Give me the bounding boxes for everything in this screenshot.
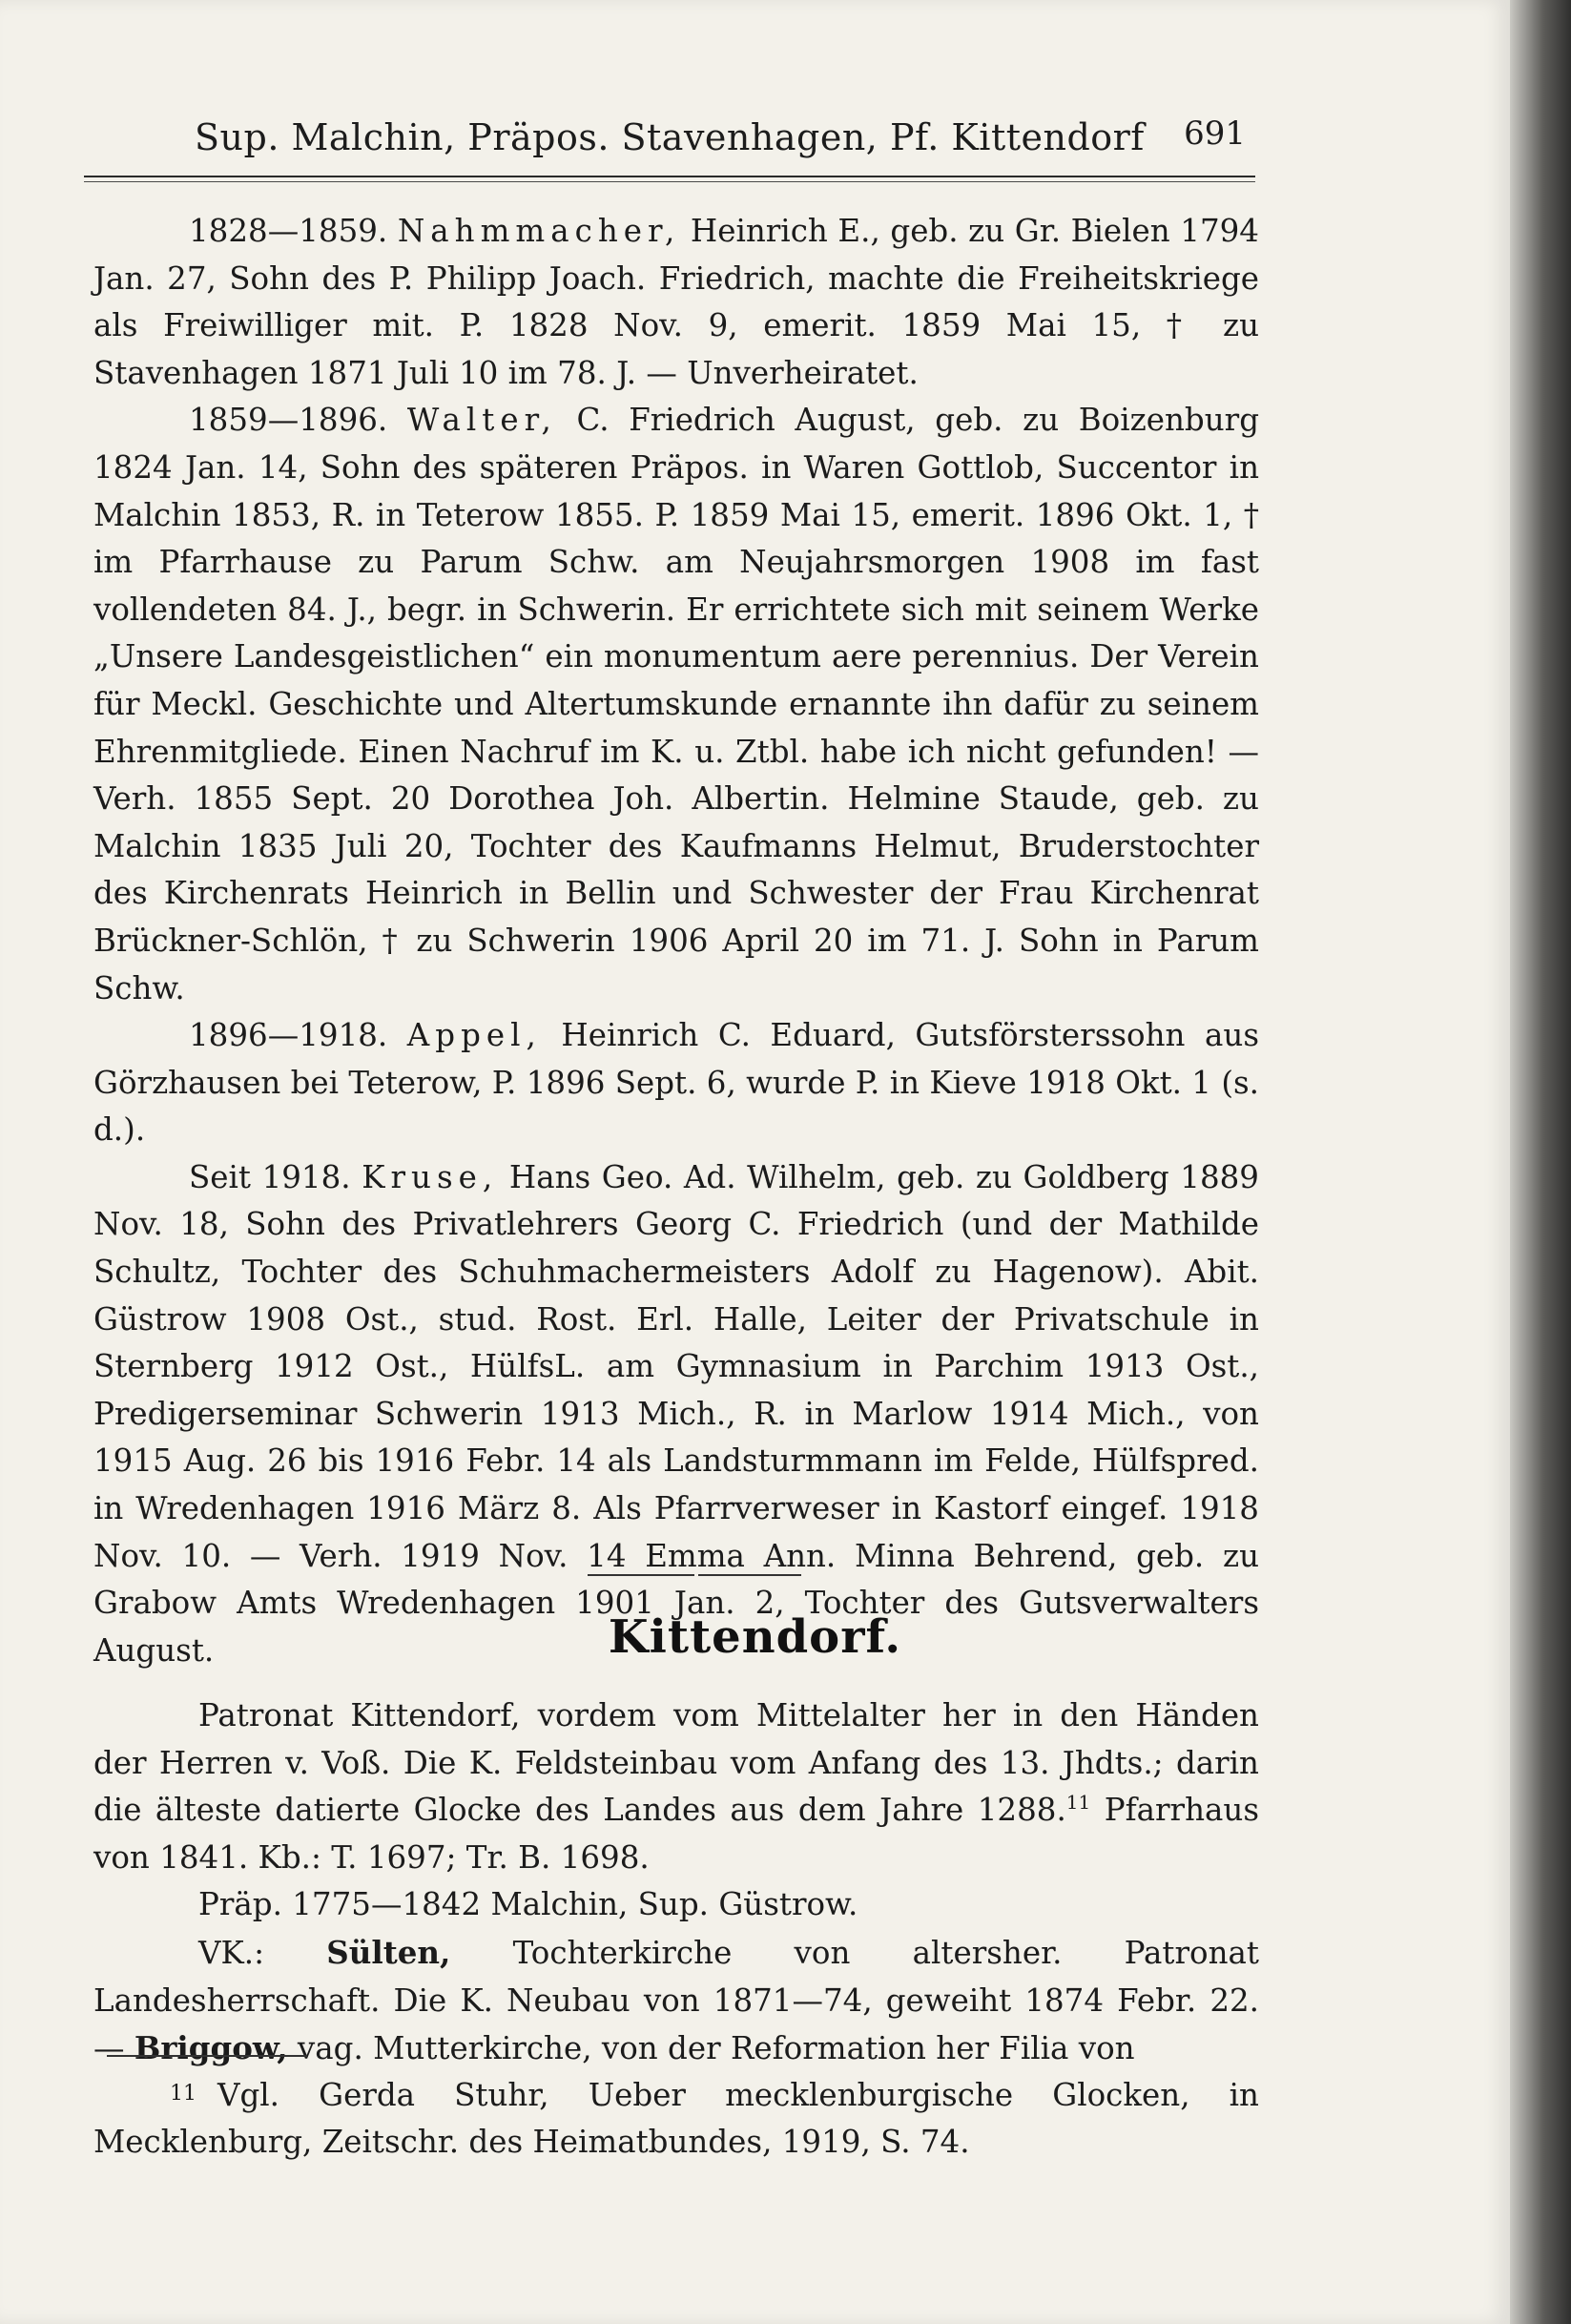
footnote-mark: 11: [170, 2082, 196, 2106]
suelten-text: Tochterkirche von altersher. Patronat Landesherrschaft. Die K. Neubau von 1871—74, geweiht 1874 Febr. 22. —: [93, 1934, 1259, 2067]
praepositur-paragraph: Präp. 1775—1842 Malchin, Sup. Güstrow.: [198, 1886, 858, 1923]
entry-name: Kruse,: [362, 1158, 499, 1195]
pastor-list: [93, 208, 1259, 1674]
entry-years: Seit 1918.: [189, 1158, 351, 1195]
page-number: 691: [1184, 114, 1246, 153]
footnote-text: Vgl. Gerda Stuhr, Ueber mecklenburgische Glocken, in Mecklenburg, Zeitschr. des Heimatbundes, 1919, S. 74.: [93, 2077, 1259, 2160]
footnote: [93, 2070, 1259, 2166]
book-spine: [1510, 0, 1571, 2324]
pfarrhaus-text: Pfarrhaus von 1841. Kb.: T. 1697; Tr. B. 1698.: [93, 1792, 1259, 1876]
running-head: Sup. Malchin, Präpos. Stavenhagen, Pf. Kittendorf: [195, 116, 1145, 158]
section-body: [93, 1692, 1259, 2073]
footnote-paragraph: [93, 2070, 1259, 2166]
entry-name: Appel,: [406, 1017, 542, 1054]
entry-name: Walter,: [406, 402, 557, 439]
entry-name: Nahmmacher,: [397, 213, 681, 249]
section-divider-left: [588, 1574, 694, 1576]
entry-text: Hans Geo. Ad. Wilhelm, geb. zu Goldberg 1889 Nov. 18, Sohn des Privatlehrers Georg C. Friedrich (und der Mathilde Schultz, Tochter des Schuhmachermeisters Adolf zu Hagenow). Abit. Güstrow 1908 Ost., stud. Rost. Erl. Halle, Leiter der Privatschule in Sternberg 1912 Ost., HülfsL. am Gymnasium in Parchim 1913 Ost., Predigerseminar Schwerin 1913 Mich., R. in Marlow 1914 Mich., von 1915 Aug. 26 bis 1916 Febr. 14 als Landsturmmann im Felde, Hülfspred. in Wredenhagen 1916 März 8. Als Pfarrverweser in Kastorf eingef. 1918 Nov. 10. — Verh. 1919 Nov. 14 Emma Ann. Minna Behrend, geb. zu Grabow Amts Wredenhagen 1901 Jan. 2, Tochter des Gutsverwalters August.: [93, 1158, 1259, 1669]
entry-years: 1859—1896.: [189, 402, 388, 439]
place-suelten: Sülten,: [326, 1933, 451, 1971]
section-divider-right: [698, 1574, 801, 1576]
entry-years: 1828—1859.: [189, 213, 388, 249]
entry-kruse: [93, 1154, 1259, 1675]
patronat-text: Patronat Kittendorf, vordem vom Mittelalter her in den Händen der Herren v. Voß. Die K. Feldsteinbau vom Anfang des 13. Jhdts.; darin die älteste datierte Glocke des Landes aus dem Jahre 1288.: [93, 1697, 1259, 1829]
entry-text: Heinrich E., geb. zu Gr. Bielen 1794 Jan. 27, Sohn des P. Philipp Joach. Friedrich, machte die Freiheitskriege als Freiwilliger mit. P. 1828 Nov. 9, emerit. 1859 Mai 15, † zu Stavenhagen 1871 Juli 10 im 78. J. — Unverheiratet.: [93, 213, 1259, 391]
place-briggow: Briggow,: [134, 2029, 288, 2067]
patronat-paragraph: [93, 1692, 1259, 1881]
entry-text: C. Friedrich August, geb. zu Boizenburg 1824 Jan. 14, Sohn des späteren Präpos. in Waren Gottlob, Succentor in Malchin 1853, R. in Teterow 1855. P. 1859 Mai 15, emerit. 1896 Okt. 1, † im Pfarrhause zu Parum Schw. am Neujahrsmorgen 1908 im fast vollendeten 84. J., begr. in Schwerin. Er errichtete sich mit seinem Werke „Unsere Landesgeistlichen“ ein monumentum aere perennius. Der Verein für Meckl. Geschichte und Altertumskunde ernannte ihn dafür zu seinem Ehrenmitgliede. Einen Nachruf im K. u. Ztbl. habe ich nicht gefunden! — Verh. 1855 Sept. 20 Dorothea Joh. Albertin. Helmine Staude, geb. zu Malchin 1835 Juli 20, Tochter des Kaufmanns Helmut, Bruderstochter des Kirchenrats Heinrich in Bellin und Schwester der Frau Kirchenrat Brückner-Schlön, † zu Schwerin 1906 April 20 im 71. J. Sohn in Parum Schw.: [93, 402, 1259, 1006]
briggow-text: vag. Mutterkirche, von der Reformation her Filia von: [297, 2030, 1135, 2067]
vk-paragraph: [93, 1929, 1259, 2073]
vk-lead: VK.:: [198, 1934, 265, 1971]
footnote-rule: [107, 2055, 307, 2057]
entry-text: Heinrich C. Eduard, Gutsförsterssohn aus Görzhausen bei Teterow, P. 1896 Sept. 6, wurde P. in Kieve 1918 Okt. 1 (s. d.).: [93, 1017, 1260, 1149]
entry-years: 1896—1918.: [189, 1017, 388, 1054]
entry-nahmmacher: [93, 208, 1259, 397]
section-heading: Kittendorf.: [608, 1610, 902, 1664]
header-rule: [84, 176, 1255, 177]
entry-walter: [93, 397, 1259, 1012]
header-rule-thin: [84, 181, 1255, 182]
page-header: [170, 114, 1246, 164]
footnote-ref: 11: [1065, 1791, 1091, 1815]
entry-appel: [93, 1012, 1259, 1154]
